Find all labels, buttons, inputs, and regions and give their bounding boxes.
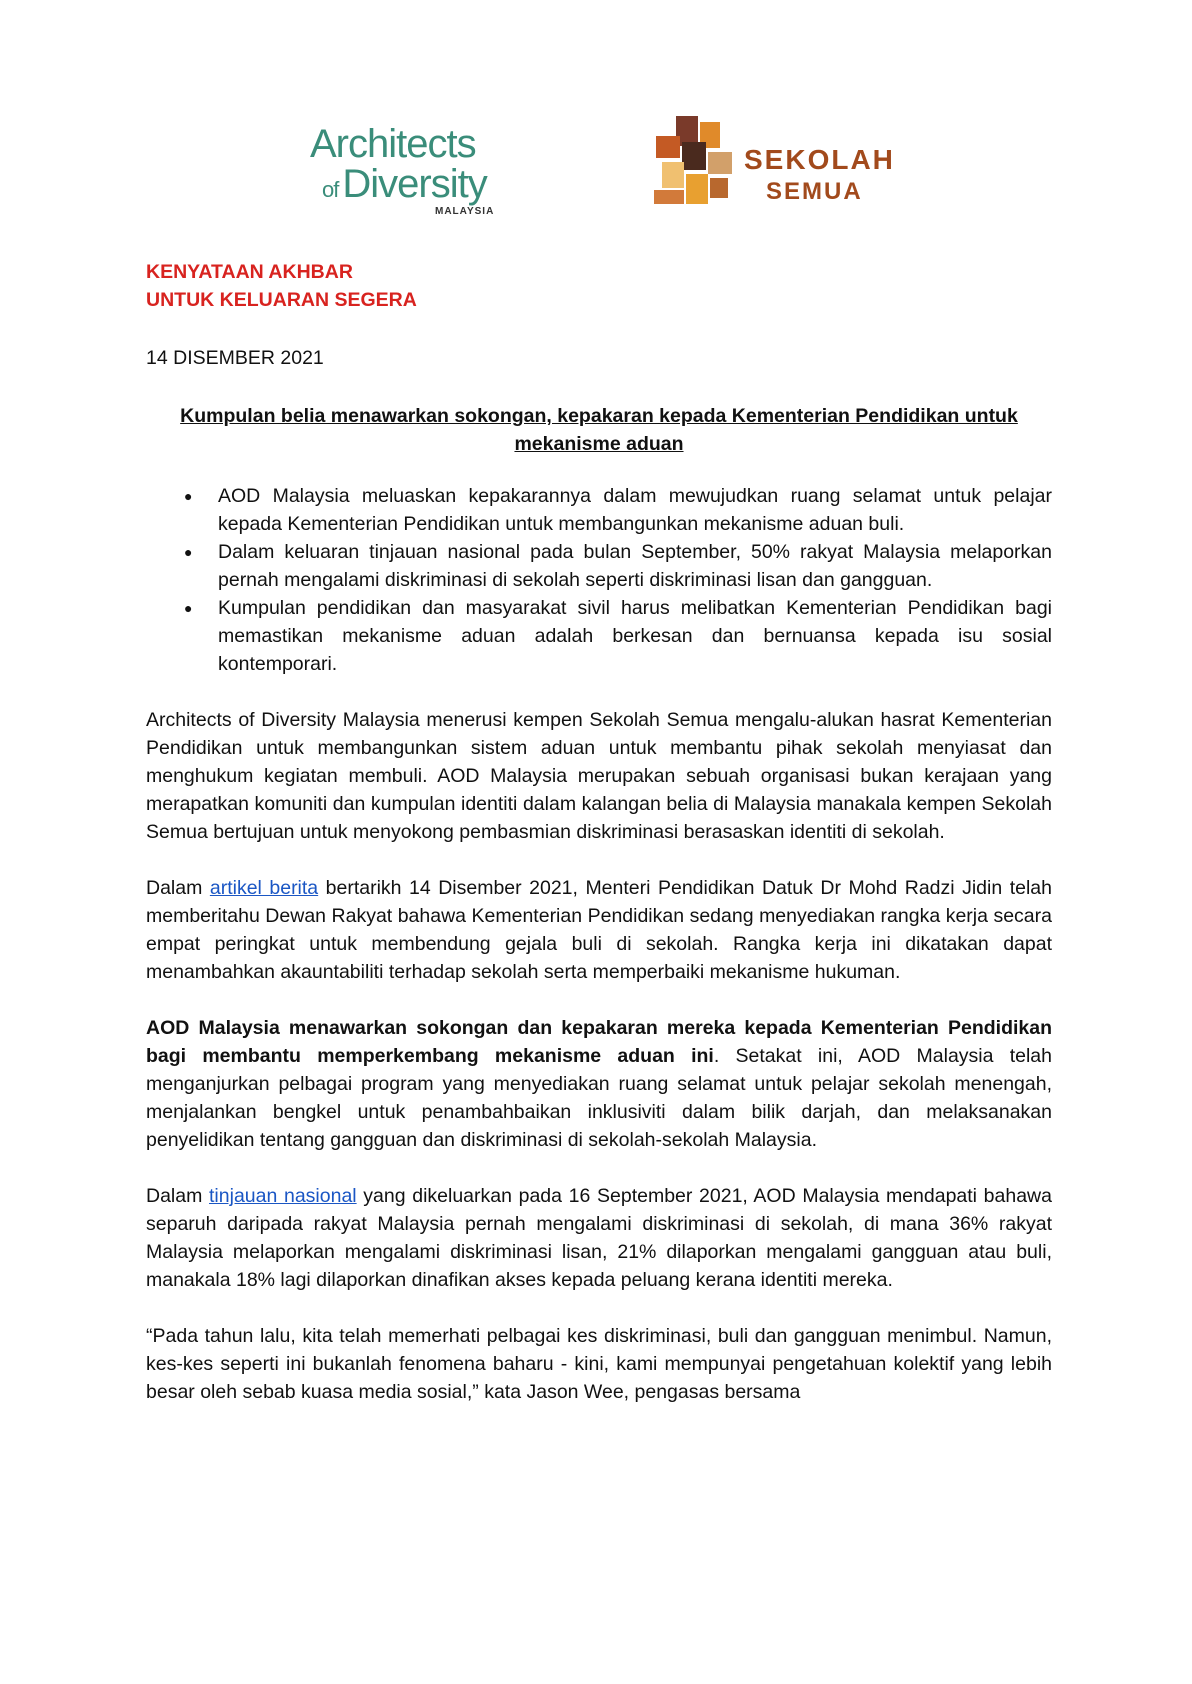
key-points-list [146,482,1052,678]
aod-logo-line3: MALAYSIA [435,206,495,217]
paragraph-news-article [146,874,1052,986]
national-survey-link[interactable]: tinjauan nasional [209,1185,357,1207]
aod-logo-of: of [322,177,339,202]
paragraph-text: yang dikeluarkan pada 16 September 2021, AOD Malaysia mendapati bahawa separuh daripada rakyat Malaysia pernah mengalami diskriminasi di sekolah, di mana 36% rakyat Malaysia melaporkan mengalami diskriminasi lisan, 21% dilaporkan mengalami gangguan atau buli, manakala 18% lagi dilaporkan dinafikan akses kepada peluang kerana identiti mereka. [146,1185,1052,1291]
paragraph-quote: “Pada tahun lalu, kita telah memerhati pelbagai kes diskriminasi, buli dan gangguan menimbul. Namun, kes-kes seperti ini bukanlah fenomena baharu - kini, kami mempunyai pengetahuan kolektif yang lebih besar oleh sebab kuasa media sosial,” kata Jason Wee, pengasas bersama [146,1325,1052,1403]
headline: Kumpulan belia menawarkan sokongan, kepakaran kepada Kementerian Pendidikan untuk mekanisme aduan [180,405,1018,455]
paragraph-survey [146,1182,1052,1294]
architects-of-diversity-logo [310,122,540,222]
offer-statement-bold: AOD Malaysia menawarkan sokongan dan kepakaran mereka kepada Kementerian Pendidikan bagi membantu memperkembang mekanisme aduan ini [146,1017,1052,1067]
key-point: ● Dalam keluaran tinjauan nasional pada bulan September, 50% rakyat Malaysia melaporkan pernah mengalami diskriminasi di sekolah seperti diskriminasi lisan dan gangguan. [218,538,1052,594]
press-release-body [146,258,1052,1406]
key-point: ● AOD Malaysia meluaskan kepakarannya dalam mewujudkan ruang selamat untuk pelajar kepada Kementerian Pendidikan untuk membangunkan mekanisme aduan buli. [218,482,1052,538]
aod-logo-line1: Architects [310,122,476,166]
paragraph-text: bertarikh 14 Disember 2021, Menteri Pendidikan Datuk Dr Mohd Radzi Jidin telah memberitahu Dewan Rakyat bahawa Kementerian Pendidikan sedang menyediakan rangka kerja secara empat peringkat untuk membendung gejala buli di sekolah. Rangka kerja ini dikatakan dapat menambahkan akauntabiliti terhadap sekolah serta memperbaiki mekanisme hukuman. [146,877,1052,983]
news-article-link[interactable]: artikel berita [209,877,319,899]
paragraph-text: Dalam [146,877,210,899]
release-timing-label: UNTUK KELUARAN SEGERA [146,289,417,311]
logo-bar [0,112,1192,222]
sekolah-semua-line1: SEKOLAH [744,144,895,175]
paragraph-text: Dalam [146,1185,210,1207]
sekolah-semua-line2: SEMUA [766,178,863,205]
paragraph-text: . Setakat ini, AOD Malaysia telah menganjurkan pelbagai program yang menyediakan ruang selamat untuk pelajar sekolah menengah, menjalankan bengkel untuk penambahbaikan inklusiviti dalam bilik darjah, dan melaksanakan penyelidikan tentang gangguan dan diskriminasi di sekolah-sekolah Malaysia. [146,1045,1053,1151]
press-release-label: KENYATAAN AKHBAR [146,261,353,283]
paragraph-intro: Architects of Diversity Malaysia menerusi kempen Sekolah Semua mengalu-alukan hasrat Kementerian Pendidikan untuk membangunkan sistem aduan untuk membantu pihak sekolah menyiasat dan menghukum kegiatan membuli. AOD Malaysia merupakan sebuah organisasi bukan kerajaan yang merapatkan komuniti dan kumpulan identiti dalam kalangan belia di Malaysia manakala kempen Sekolah Semua bertujuan untuk menyokong pembasmian diskriminasi berasaskan identiti di sekolah. [146,709,1052,843]
hands-emblem-icon [648,112,738,212]
sekolah-semua-logo [648,112,908,222]
release-date: 14 DISEMBER 2021 [146,347,324,369]
paragraph-offer [146,1014,1052,1154]
aod-logo-line2 [322,162,487,212]
aod-logo-diversity: Diversity [342,162,487,206]
key-point: ● Kumpulan pendidikan dan masyarakat sivil harus melibatkan Kementerian Pendidikan bagi memastikan mekanisme aduan adalah berkesan dan bernuansa kepada isu sosial kontemporari. [218,594,1052,678]
